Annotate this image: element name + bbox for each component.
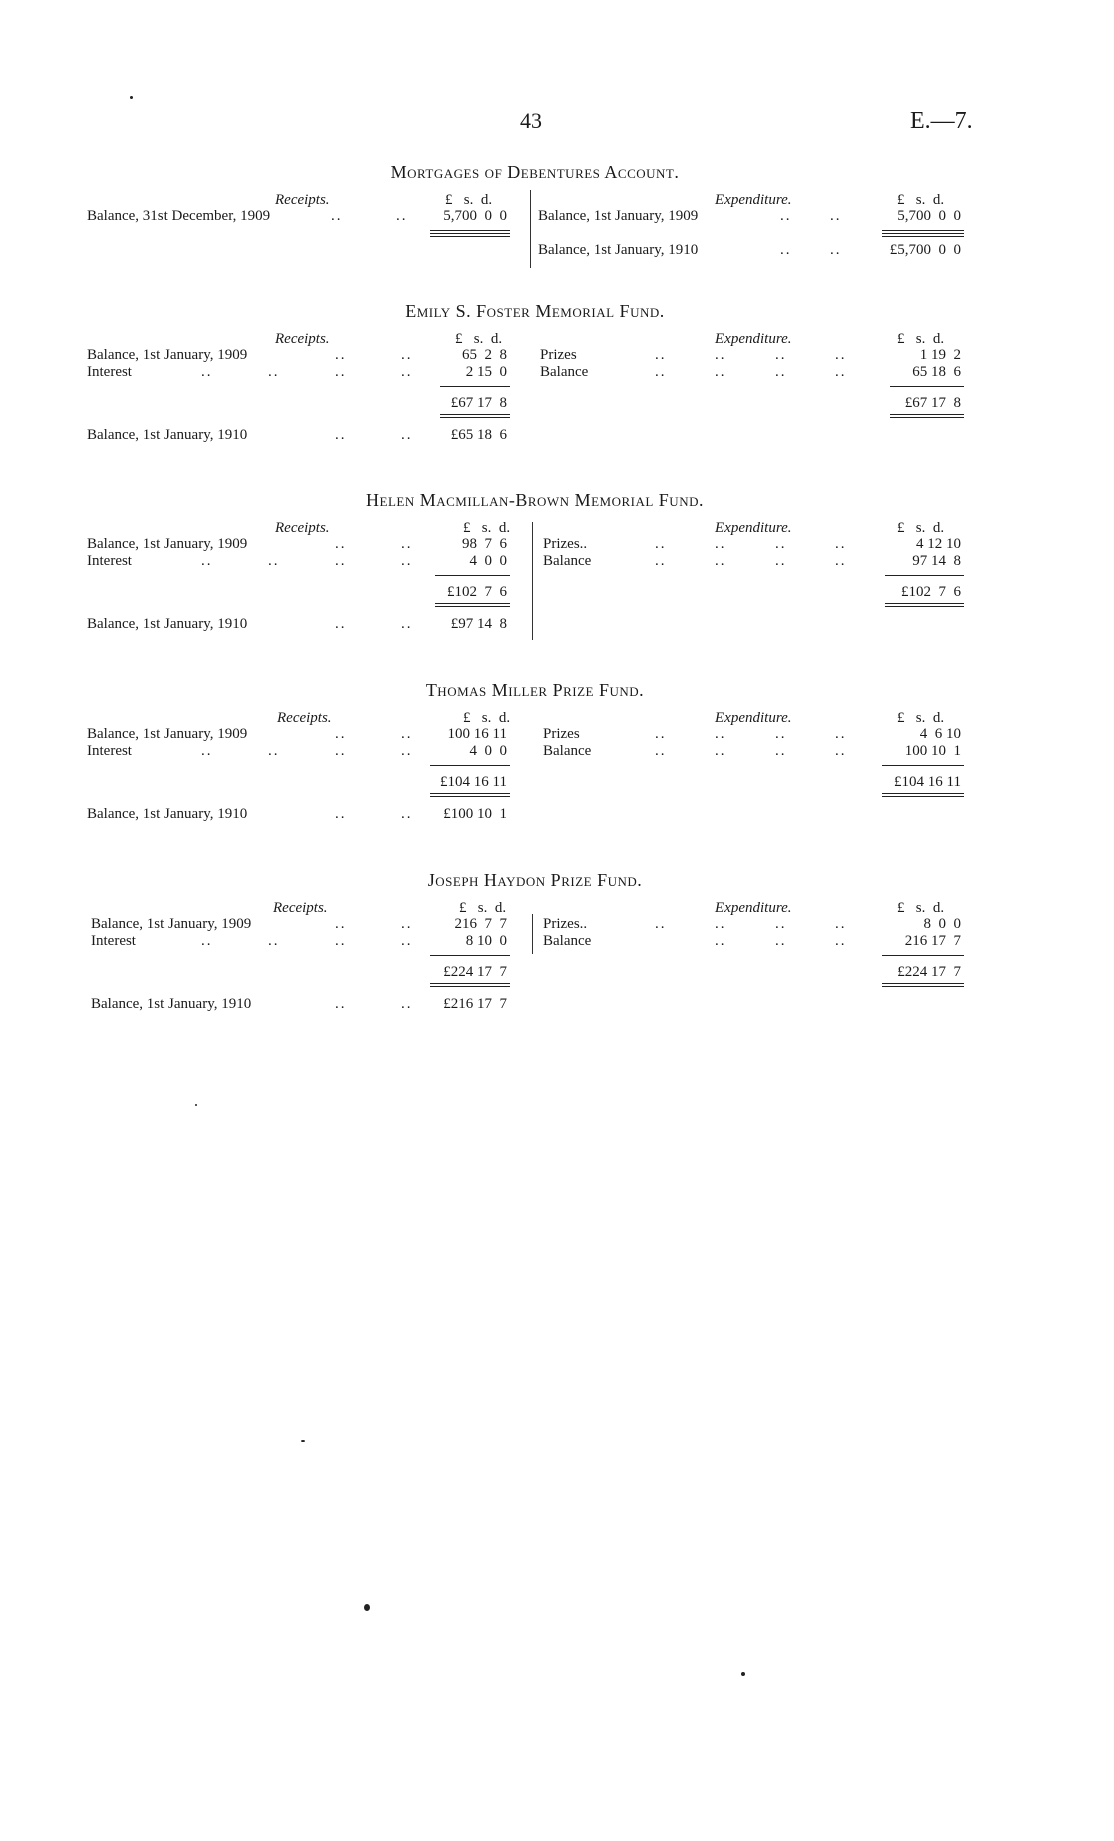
leader-dots: .. bbox=[715, 726, 727, 742]
receipt-row-amount: 65 2 8 bbox=[462, 347, 507, 363]
section-title: Mortgages of Debentures Account. bbox=[390, 162, 680, 182]
leader-dots: .. bbox=[401, 743, 413, 759]
receipts-total: £102 7 6 bbox=[447, 584, 507, 600]
mortgages-debentures-account bbox=[85, 162, 985, 262]
leader-dots: .. bbox=[335, 553, 347, 569]
column-divider bbox=[532, 522, 533, 640]
emily-foster-memorial-fund bbox=[85, 301, 985, 451]
closing-balance-amount: £65 18 6 bbox=[450, 427, 507, 443]
double-rule bbox=[435, 603, 510, 607]
closing-balance-amount: £216 17 7 bbox=[443, 996, 507, 1012]
total-rule bbox=[882, 230, 964, 231]
leader-dots: .. bbox=[335, 806, 347, 822]
expenditure-heading: Expenditure. bbox=[715, 192, 792, 208]
leader-dots: .. bbox=[401, 726, 413, 742]
scan-speck bbox=[364, 1604, 370, 1611]
total-rule bbox=[882, 955, 964, 956]
leader-dots: .. bbox=[335, 536, 347, 552]
leader-dots: .. bbox=[401, 996, 413, 1012]
leader-dots: .. bbox=[335, 347, 347, 363]
leader-dots: .. bbox=[396, 208, 408, 224]
leader-dots: .. bbox=[775, 536, 787, 552]
leader-dots: .. bbox=[268, 743, 280, 759]
receipt-row-amount: 8 10 0 bbox=[465, 933, 507, 949]
expenditure-heading: Expenditure. bbox=[715, 520, 792, 536]
expenditure-total: £102 7 6 bbox=[901, 584, 961, 600]
receipt-row-amount: 5,700 0 0 bbox=[443, 208, 507, 224]
leader-dots: .. bbox=[835, 933, 847, 949]
expenditure-money-heading: £ s. d. bbox=[897, 520, 945, 536]
closing-balance-label: Balance, 1st January, 1910 bbox=[87, 427, 248, 443]
leader-dots: .. bbox=[655, 916, 667, 932]
receipts-total: £224 17 7 bbox=[443, 964, 507, 980]
expenditure-heading: Expenditure. bbox=[715, 710, 792, 726]
receipt-row-label: Interest bbox=[87, 364, 132, 380]
leader-dots: .. bbox=[201, 933, 213, 949]
expenditure-row-label: Balance, 1st January, 1909 bbox=[538, 208, 699, 224]
closing-balance-label: Balance, 1st January, 1910 bbox=[87, 806, 248, 822]
leader-dots: .. bbox=[201, 743, 213, 759]
receipts-money-heading: £ s. d. bbox=[455, 331, 503, 347]
leader-dots: .. bbox=[835, 726, 847, 742]
expenditure-row-amount: 8 0 0 bbox=[923, 916, 961, 932]
double-rule bbox=[885, 603, 964, 607]
leader-dots: .. bbox=[655, 743, 667, 759]
leader-dots: .. bbox=[655, 726, 667, 742]
total-rule bbox=[430, 765, 510, 766]
receipts-heading: Receipts. bbox=[275, 192, 330, 208]
receipts-money-heading: £ s. d. bbox=[463, 710, 511, 726]
scan-speck bbox=[130, 96, 133, 99]
receipt-row-amount: 4 0 0 bbox=[469, 743, 507, 759]
expenditure-money-heading: £ s. d. bbox=[897, 710, 945, 726]
leader-dots: .. bbox=[830, 208, 842, 224]
leader-dots: .. bbox=[775, 553, 787, 569]
leader-dots: .. bbox=[335, 996, 347, 1012]
double-rule bbox=[882, 233, 964, 237]
receipt-row-label: Balance, 1st January, 1909 bbox=[87, 726, 248, 742]
leader-dots: .. bbox=[201, 364, 213, 380]
receipts-heading: Receipts. bbox=[275, 520, 330, 536]
leader-dots: .. bbox=[401, 806, 413, 822]
leader-dots: .. bbox=[268, 933, 280, 949]
expenditure-row-label: Prizes.. bbox=[543, 536, 588, 552]
total-rule bbox=[882, 765, 964, 766]
leader-dots: .. bbox=[775, 364, 787, 380]
leader-dots: .. bbox=[775, 933, 787, 949]
page-number: 43 bbox=[520, 108, 542, 133]
expenditure-row-amount: 4 12 10 bbox=[916, 536, 961, 552]
expenditure-row-amount: 100 10 1 bbox=[904, 743, 961, 759]
expenditure-closing-label: Balance, 1st January, 1910 bbox=[538, 242, 699, 258]
double-rule bbox=[882, 793, 964, 797]
leader-dots: .. bbox=[835, 553, 847, 569]
page-header bbox=[0, 108, 1114, 138]
leader-dots: .. bbox=[401, 364, 413, 380]
expenditure-money-heading: £ s. d. bbox=[897, 331, 945, 347]
expenditure-total: £224 17 7 bbox=[897, 964, 961, 980]
receipts-money-heading: £ s. d. bbox=[459, 900, 507, 916]
double-rule bbox=[430, 233, 510, 237]
total-rule bbox=[885, 575, 964, 576]
leader-dots: .. bbox=[715, 916, 727, 932]
receipts-heading: Receipts. bbox=[273, 900, 328, 916]
closing-balance-label: Balance, 1st January, 1910 bbox=[87, 616, 248, 632]
receipt-row-label: Balance, 1st January, 1909 bbox=[87, 536, 248, 552]
double-rule bbox=[430, 793, 510, 797]
receipt-row-label: Interest bbox=[87, 743, 132, 759]
receipts-heading: Receipts. bbox=[275, 331, 330, 347]
leader-dots: .. bbox=[775, 916, 787, 932]
expenditure-row-label: Prizes bbox=[540, 347, 577, 363]
double-rule bbox=[430, 983, 510, 987]
leader-dots: .. bbox=[655, 347, 667, 363]
total-rule bbox=[440, 386, 510, 387]
leader-dots: .. bbox=[715, 347, 727, 363]
expenditure-heading: Expenditure. bbox=[715, 900, 792, 916]
receipts-heading: Receipts. bbox=[277, 710, 332, 726]
leader-dots: .. bbox=[715, 536, 727, 552]
expenditure-row-label: Prizes bbox=[543, 726, 580, 742]
double-rule bbox=[890, 414, 964, 418]
scan-speck bbox=[301, 1440, 305, 1442]
page-reference: E.—7. bbox=[910, 108, 973, 134]
leader-dots: .. bbox=[780, 242, 792, 258]
expenditure-money-heading: £ s. d. bbox=[897, 192, 945, 208]
section-title: Helen Macmillan-Brown Memorial Fund. bbox=[366, 490, 704, 510]
expenditure-money-heading: £ s. d. bbox=[897, 900, 945, 916]
expenditure-row-label: Balance bbox=[543, 933, 592, 949]
total-rule bbox=[430, 230, 510, 231]
receipt-row-amount: 4 0 0 bbox=[469, 553, 507, 569]
expenditure-total: £104 16 11 bbox=[894, 774, 961, 790]
leader-dots: .. bbox=[715, 933, 727, 949]
leader-dots: .. bbox=[335, 616, 347, 632]
joseph-haydon-prize-fund bbox=[85, 870, 985, 1020]
leader-dots: .. bbox=[335, 427, 347, 443]
leader-dots: .. bbox=[401, 427, 413, 443]
scan-speck bbox=[195, 1104, 197, 1106]
leader-dots: .. bbox=[655, 553, 667, 569]
leader-dots: .. bbox=[830, 242, 842, 258]
receipts-money-heading: £ s. d. bbox=[463, 520, 511, 536]
leader-dots: .. bbox=[335, 916, 347, 932]
expenditure-total: £67 17 8 bbox=[904, 395, 961, 411]
leader-dots: .. bbox=[835, 536, 847, 552]
leader-dots: .. bbox=[401, 553, 413, 569]
helen-macmillan-brown-memorial-fund bbox=[85, 490, 985, 640]
receipt-row-label: Balance, 31st December, 1909 bbox=[87, 208, 271, 224]
leader-dots: .. bbox=[835, 364, 847, 380]
leader-dots: .. bbox=[335, 726, 347, 742]
leader-dots: .. bbox=[835, 347, 847, 363]
expenditure-row-amount: 1 19 2 bbox=[919, 347, 961, 363]
expenditure-heading: Expenditure. bbox=[715, 331, 792, 347]
leader-dots: .. bbox=[268, 553, 280, 569]
closing-balance-amount: £97 14 8 bbox=[450, 616, 507, 632]
receipt-row-amount: 2 15 0 bbox=[465, 364, 507, 380]
leader-dots: .. bbox=[201, 553, 213, 569]
receipts-total: £67 17 8 bbox=[450, 395, 507, 411]
double-rule bbox=[882, 983, 964, 987]
scan-speck bbox=[741, 1672, 745, 1676]
receipt-row-label: Interest bbox=[91, 933, 136, 949]
section-title: Joseph Haydon Prize Fund. bbox=[427, 870, 643, 890]
leader-dots: .. bbox=[401, 916, 413, 932]
receipt-row-label: Balance, 1st January, 1909 bbox=[91, 916, 252, 932]
receipts-money-heading: £ s. d. bbox=[445, 192, 493, 208]
receipt-row-amount: 98 7 6 bbox=[462, 536, 507, 552]
expenditure-row-amount: 5,700 0 0 bbox=[897, 208, 961, 224]
expenditure-row-label: Balance bbox=[543, 743, 592, 759]
leader-dots: .. bbox=[401, 616, 413, 632]
leader-dots: .. bbox=[715, 743, 727, 759]
leader-dots: .. bbox=[780, 208, 792, 224]
leader-dots: .. bbox=[775, 347, 787, 363]
leader-dots: .. bbox=[775, 743, 787, 759]
column-divider bbox=[530, 190, 531, 268]
double-rule bbox=[440, 414, 510, 418]
leader-dots: .. bbox=[655, 536, 667, 552]
leader-dots: .. bbox=[835, 916, 847, 932]
leader-dots: .. bbox=[655, 364, 667, 380]
receipt-row-label: Interest bbox=[87, 553, 132, 569]
leader-dots: .. bbox=[335, 364, 347, 380]
leader-dots: .. bbox=[335, 743, 347, 759]
leader-dots: .. bbox=[335, 933, 347, 949]
total-rule bbox=[430, 955, 510, 956]
leader-dots: .. bbox=[775, 726, 787, 742]
column-divider bbox=[532, 914, 533, 954]
expenditure-row-label: Prizes.. bbox=[543, 916, 588, 932]
section-title: Emily S. Foster Memorial Fund. bbox=[405, 301, 665, 321]
receipt-row-amount: 216 7 7 bbox=[454, 916, 507, 932]
expenditure-row-label: Balance bbox=[543, 553, 592, 569]
expenditure-row-label: Balance bbox=[540, 364, 589, 380]
total-rule bbox=[890, 386, 964, 387]
closing-balance-amount: £100 10 1 bbox=[443, 806, 507, 822]
expenditure-row-amount: 97 14 8 bbox=[912, 553, 961, 569]
expenditure-row-amount: 4 6 10 bbox=[919, 726, 961, 742]
leader-dots: .. bbox=[401, 933, 413, 949]
expenditure-row-amount: 65 18 6 bbox=[912, 364, 961, 380]
expenditure-row-amount: 216 17 7 bbox=[904, 933, 961, 949]
section-title: Thomas Miller Prize Fund. bbox=[425, 680, 645, 700]
expenditure-closing-amount: £5,700 0 0 bbox=[889, 242, 961, 258]
receipts-total: £104 16 11 bbox=[440, 774, 507, 790]
receipt-row-label: Balance, 1st January, 1909 bbox=[87, 347, 248, 363]
leader-dots: .. bbox=[835, 743, 847, 759]
leader-dots: .. bbox=[715, 364, 727, 380]
leader-dots: .. bbox=[268, 364, 280, 380]
closing-balance-label: Balance, 1st January, 1910 bbox=[91, 996, 252, 1012]
receipt-row-amount: 100 16 11 bbox=[447, 726, 507, 742]
leader-dots: .. bbox=[401, 536, 413, 552]
leader-dots: .. bbox=[401, 347, 413, 363]
thomas-miller-prize-fund bbox=[85, 680, 985, 830]
leader-dots: .. bbox=[331, 208, 343, 224]
total-rule bbox=[435, 575, 510, 576]
leader-dots: .. bbox=[715, 553, 727, 569]
